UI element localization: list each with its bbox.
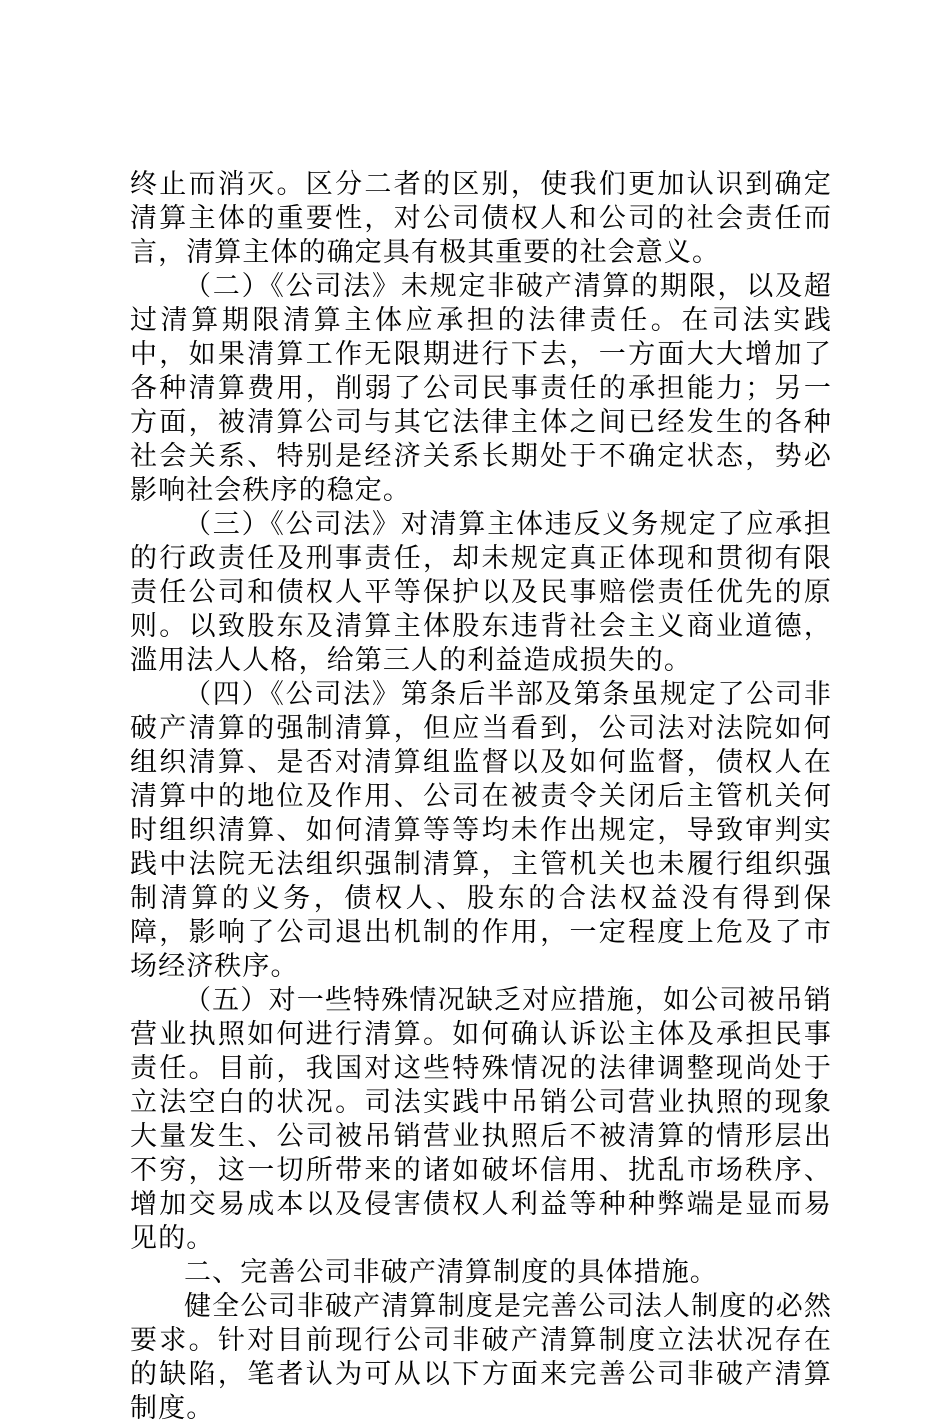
paragraph-item-4: （四）《公司法》第条后半部及第条虽规定了公司非破产清算的强制清算，但应当看到，公司法对法院如何组织清算、是否对清算组监督以及如何监督，债权人在清算中的地位及作用、公司在被责令关闭后主管机关何时组织清算、如何清算等等均未作出规定，导致审判实践中法院无法组织强制清算，主管机关也未履行组织强制清算的义务，债权人、股东的合法权益没有得到保障，影响了公司退出机制的作用，一定程度上危及了市场经济秩序。: [130, 679, 832, 982]
section-heading: 二、完善公司非破产清算制度的具体措施。: [184, 1257, 718, 1288]
document-body: [130, 168, 832, 1426]
paragraph-conclusion: 健全公司非破产清算制度是完善公司法人制度的必然要求。针对目前现行公司非破产清算制度立法状况存在的缺陷，笔者认为可从以下方面来完善公司非破产清算制度。: [130, 1291, 832, 1424]
paragraph-item-2: （二）《公司法》未规定非破产清算的期限，以及超过清算期限清算主体应承担的法律责任。在司法实践中，如果清算工作无限期进行下去，一方面大大增加了各种清算费用，削弱了公司民事责任的承担能力；另一方面，被清算公司与其它法律主体之间已经发生的各种社会关系、特别是经济关系长期处于不确定状态，势必影响社会秩序的稳定。: [130, 271, 832, 506]
paragraph-item-3: （三）《公司法》对清算主体违反义务规定了应承担的行政责任及刑事责任，却未规定真正体现和贯彻有限责任公司和债权人平等保护以及民事赔偿责任优先的原则。以致股东及清算主体股东违背社会主义商业道德，滥用法人人格，给第三人的利益造成损失的。: [130, 509, 832, 676]
paragraph-continuation: 终止而消灭。区分二者的区别，使我们更加认识到确定清算主体的重要性，对公司债权人和公司的社会责任而言，清算主体的确定具有极其重要的社会意义。: [130, 169, 832, 268]
paragraph-item-5: （五）对一些特殊情况缺乏对应措施，如公司被吊销营业执照如何进行清算。如何确认诉讼主体及承担民事责任。目前，我国对这些特殊情况的法律调整现尚处于立法空白的状况。司法实践中吊销公司营业执照的现象大量发生、公司被吊销营业执照后不被清算的情形层出不穷，这一切所带来的诸如破坏信用、扰乱市场秩序、增加交易成本以及侵害债权人利益等种种弊端是显而易见的。: [130, 985, 832, 1254]
